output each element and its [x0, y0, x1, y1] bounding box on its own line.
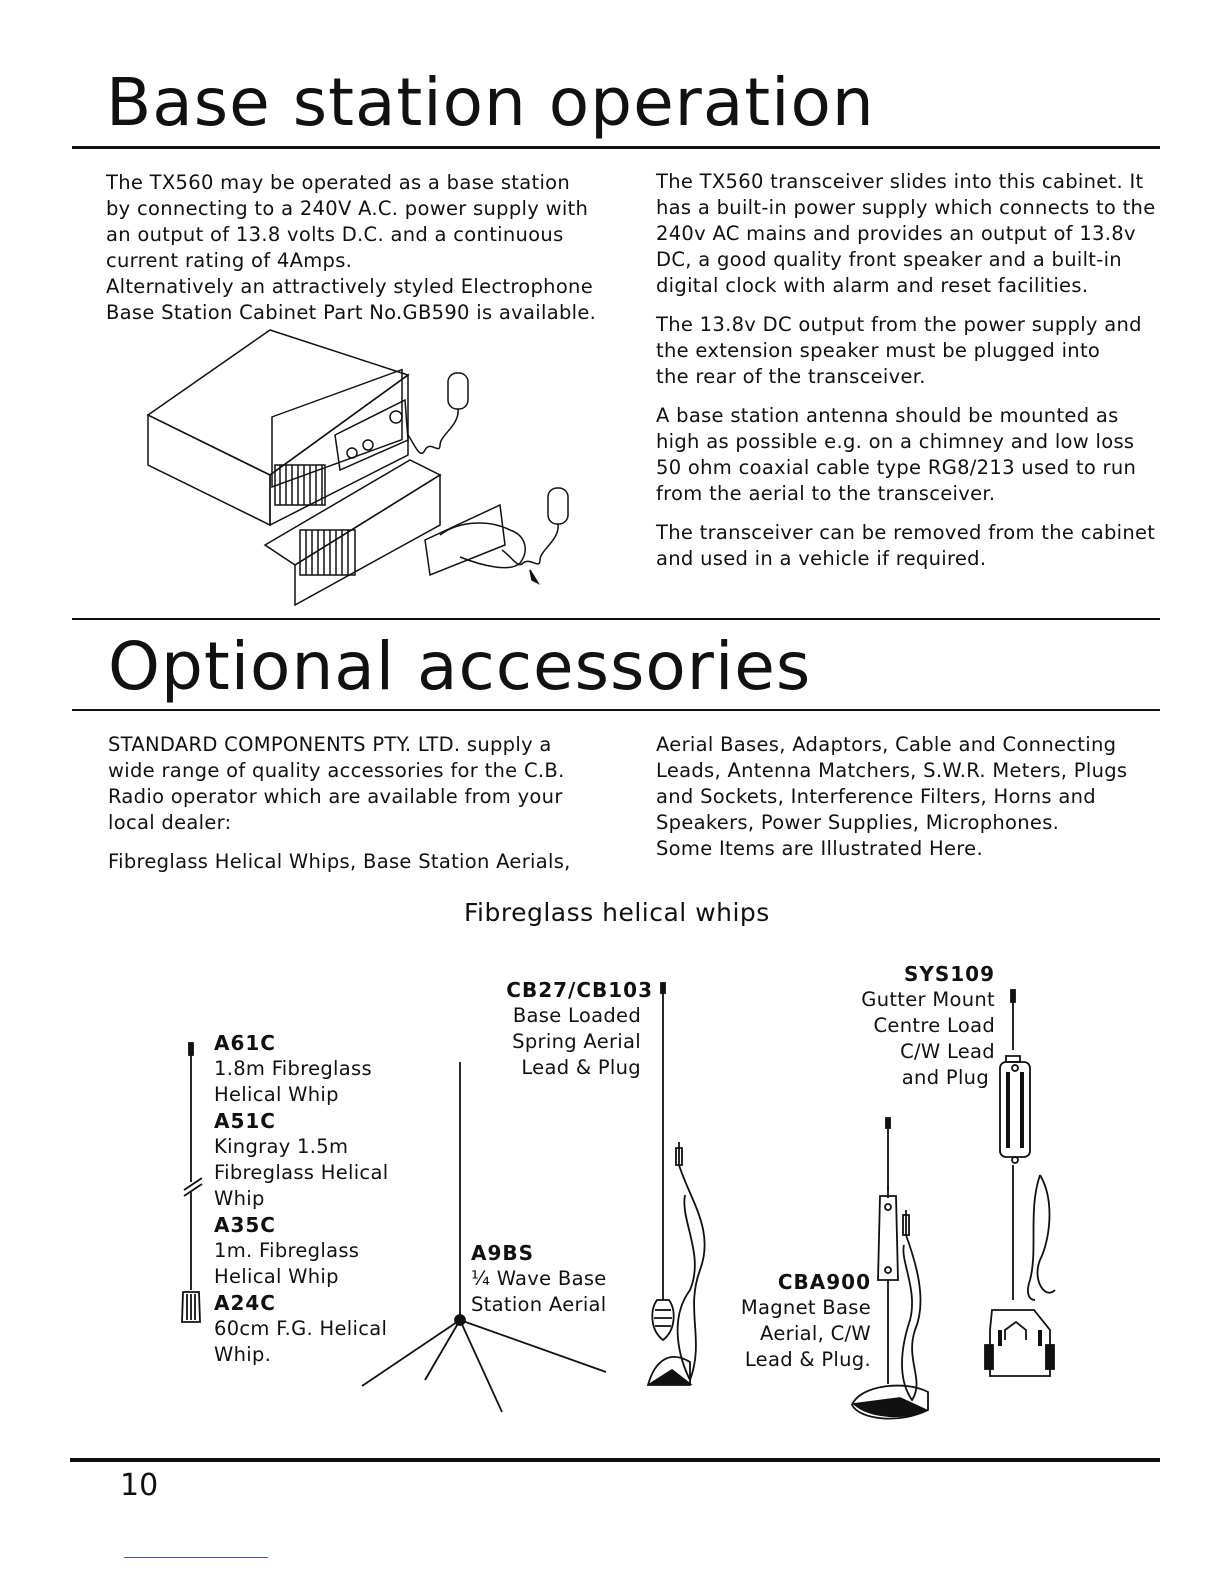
product-code: A9BS [471, 1241, 535, 1265]
text-line: current rating of 4Amps. [106, 249, 353, 272]
product-desc-line: Magnet Base [740, 1296, 871, 1319]
product-cb27 [470, 977, 653, 1081]
product-a9bs [471, 1240, 607, 1318]
text-line: an output of 13.8 volts D.C. and a continuous [106, 223, 564, 246]
product-desc-line: Helical Whip [214, 1083, 339, 1106]
text-line: Base Station Cabinet Part No.GB590 is available. [106, 301, 597, 324]
product-desc-line: Lead & Plug. [744, 1348, 871, 1371]
text-line: Alternatively an attractively styled Electrophone [106, 275, 594, 298]
product-code: A35C [214, 1213, 276, 1237]
product-a61c [214, 1030, 388, 1368]
paragraph-removal: The transceiver can be removed from the cabinet and used in a vehicle if required. [656, 521, 1156, 570]
product-code: A51C [214, 1109, 276, 1133]
product-desc-line: Fibreglass Helical [214, 1161, 389, 1184]
footer-underline [124, 1557, 268, 1558]
product-code: CBA900 [777, 1270, 871, 1294]
product-desc-line: Kingray 1.5m [214, 1135, 349, 1158]
text-line: Speakers, Power Supplies, Microphones. [656, 811, 1060, 834]
product-desc-line: Helical Whip [214, 1265, 339, 1288]
paragraph-power-output: The 13.8v DC output from the power supply and the extension speaker must be plugged into the rear of the transceiver. [656, 313, 1142, 388]
text-line: by connecting to a 240V A.C. power supply with [106, 197, 589, 220]
product-code: CB27/CB103 [506, 978, 653, 1002]
product-desc-line: Base Loaded [512, 1004, 641, 1027]
product-desc-line: Gutter Mount [861, 988, 995, 1011]
product-code: SYS109 [903, 962, 995, 986]
product-desc-line: Aerial, C/W [760, 1322, 871, 1345]
product-desc-line: Station Aerial [471, 1293, 607, 1316]
product-desc-line: Whip. [214, 1343, 272, 1366]
paragraph-cabinet: The TX560 transceiver slides into this cabinet. It has a built-in power supply which connects to the 240v AC mains and provides an output of 13.8v DC, a good quality front speaker and a built-in digital clock with alarm and reset facilities. [656, 170, 1156, 297]
product-desc-line: Centre Load [873, 1014, 995, 1037]
product-desc-line: 60cm F.G. Helical [214, 1317, 388, 1340]
footer-rule [70, 1458, 1160, 1462]
product-cba900 [720, 1269, 871, 1373]
text-line: and Sockets, Interference Filters, Horns and [656, 785, 1096, 808]
text-line: Some Items are Illustrated Here. [656, 837, 983, 860]
product-desc-line: Lead & Plug [521, 1056, 641, 1079]
product-desc-line: Whip [214, 1187, 265, 1210]
text-line: Aerial Bases, Adaptors, Cable and Connecting [656, 733, 1117, 756]
text-line: Leads, Antenna Matchers, S.W.R. Meters, Plugs [656, 759, 1128, 782]
subheading-helical-whips: Fibreglass helical whips [464, 898, 770, 927]
section-title-accessories: Optional accessories [108, 628, 812, 705]
product-sys109 [840, 961, 995, 1091]
product-code: A24C [214, 1291, 276, 1315]
text-line: The TX560 may be operated as a base station [106, 171, 571, 194]
page-number: 10 [120, 1468, 159, 1503]
product-desc-line: Spring Aerial [512, 1030, 641, 1053]
product-desc-line: C/W Lead [900, 1040, 995, 1063]
paragraph-supplier: STANDARD COMPONENTS PTY. LTD. supply a wide range of quality accessories for the C.B. Radio operator which are available from your local dealer: [108, 733, 565, 834]
product-desc-line: 1m. Fibreglass [214, 1239, 360, 1262]
paragraph-antenna: A base station antenna should be mounted as high as possible e.g. on a chimney and low loss 50 ohm coaxial cable type RG8/213 used to run from the aerial to the transceiver. [656, 404, 1137, 505]
product-desc-line: ¼ Wave Base [471, 1267, 607, 1290]
paragraph-items-start: Fibreglass Helical Whips, Base Station Aerials, [108, 850, 571, 873]
product-desc-line: and Plug [901, 1066, 989, 1089]
product-code: A61C [214, 1031, 276, 1055]
product-desc-line: 1.8m Fibreglass [214, 1057, 372, 1080]
section-title-base-station: Base station operation [106, 64, 875, 141]
